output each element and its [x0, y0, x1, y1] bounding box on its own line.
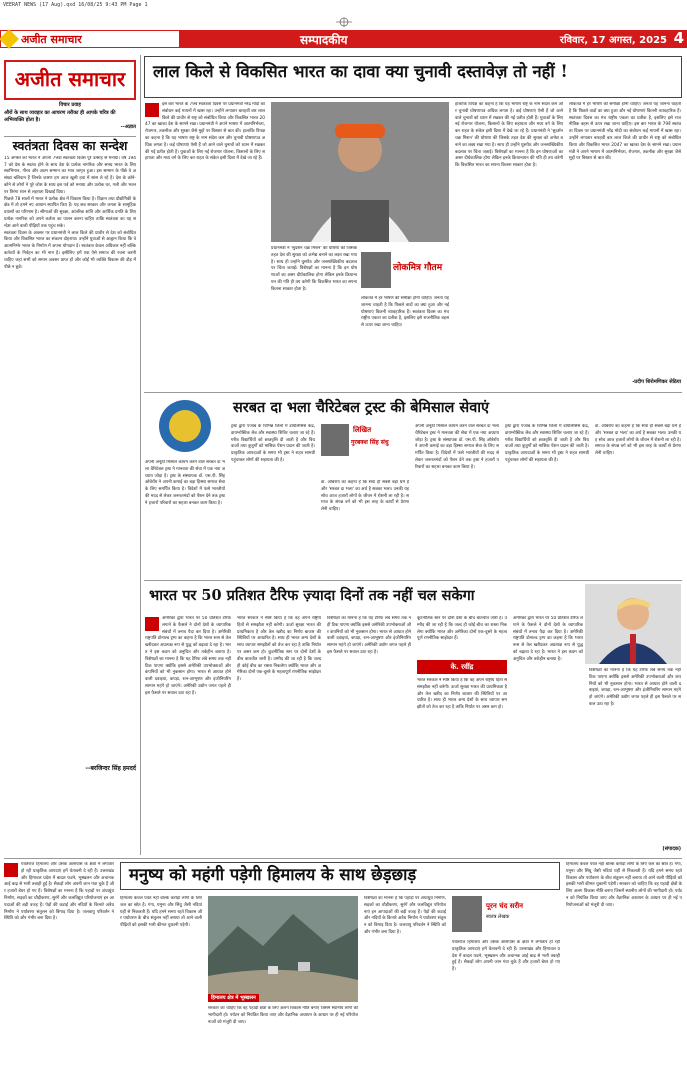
- registration-marks-graphic: [0, 17, 687, 27]
- top-story-byline: -प्रदीप शिरोमणिकर सेठिया: [632, 379, 681, 385]
- bottom-story-col-5: [452, 940, 560, 1078]
- himalaya-photo: [208, 896, 358, 1002]
- top-story-paragraph: इस बार भारत के 79वें स्वतंत्रता दिवस पर प्रधानमंत्री नरेंद्र मोदी का संबोधन कई मायनों में खास रहा। उन्होंने लगातार बारहवीं बार लाल किले की प्राचीर से राष्ट्र को संबोधित किया और विकसित भारत 2047 का खाका देश के सामने रखा। प्रधानमंत्री ने अपने भाषण में आत्मनिर्भरता, रोजगार, तकनीक और सुरक्षा जैसे मुद्दों पर विस्तार से बात की।: [569, 122, 681, 162]
- masthead-quote: औरों के साथ व्यवहार का आचरण तरीका ही आपके चरित्र की अभिव्यक्ति होता है।: [4, 110, 116, 123]
- top-story-col-4: [455, 102, 563, 388]
- left-article-paragraph: पिछले 78 सालों में भारत ने प्रत्येक क्षेत्र में विकास किया है। विज्ञान तथा प्रौद्योगिकी के क्षेत्र में तो हमने नए आयाम स्थापित किए हैं। यह सब सरकार और जनता के सामूहिक प्रयासों का परिणाम है। सीमाओं की सुरक्षा, आंतरिक शांति और आर्थिक प्रगति के लिए प्रत्येक नागरिक को अपने कर्तव्य का पालन करना चाहिए ताकि स्वतंत्रता का यह सन्देश आने वाली पीढ़ियों तक पहुंच सके।: [4, 196, 136, 229]
- top-story-col-2: [271, 246, 357, 388]
- middle-story-paragraph: अपनी अनूठी मिसाल कायम करने वाले सरबत दा भला चैरिटेबल ट्रस्ट ने मानवता की सेवा में एक नया अध्याय जोड़ा है। ट्रस्ट के संस्थापक डॉ. एस.पी. सिंह ओबेरॉय ने अपनी कमाई का बड़ा हिस्सा समाज सेवा के लिए समर्पित किया है। विदेशों में फंसे भारतीयों की मदद से लेकर जरूरतमंदों को पेंशन देने तक ट्रस्ट ने हजारों परिवारों का सहारा बनकर काम किया है।: [145, 460, 225, 506]
- middle-story-paragraph: ट्रस्ट द्वारा पंजाब के विभिन्न जिलों में डायलिसिस केंद्र, डायग्नोस्टिक लैब और स्वास्थ्य शिविर चलाए जा रहे हैं। गरीब विद्यार्थियों को छात्रवृत्ति दी जाती है और विधवाओं तथा बुजुर्गों को मासिक पेंशन प्रदान की जाती है। प्राकृतिक आपदाओं के समय भी ट्रस्ट ने राहत सामग्री पहुंचाकर लोगों की सहायता की है।: [231, 424, 315, 463]
- divider: [144, 580, 682, 581]
- tariff-story-col-4b: [417, 678, 507, 854]
- middle-story: [145, 396, 681, 576]
- dropcap-icon: [4, 863, 18, 877]
- middle-story-paragraph: ट्रस्ट द्वारा पंजाब के विभिन्न जिलों में डायलिसिस केंद्र, डायग्नोस्टिक लैब और स्वास्थ्य शिविर चलाए जा रहे हैं। गरीब विद्यार्थियों को छात्रवृत्ति दी जाती है और विधवाओं तथा बुजुर्गों को मासिक पेंशन प्रदान की जाती है। प्राकृतिक आपदाओं के समय भी ट्रस्ट ने राहत सामग्री पहुंचाकर लोगों की सहायता की है।: [505, 424, 589, 463]
- trump-photo: [585, 584, 681, 664]
- tariff-story: [145, 584, 681, 854]
- bottom-story-col-2: [120, 896, 202, 1078]
- tariff-story-col-4a: [417, 616, 507, 656]
- bottom-story-paragraph: सरकार को चाहिए कि वह पहाड़ी क्षेत्रों के लिए अलग विकास नीति बनाए जिसमें स्थानीय लोगों की भागीदारी हो। पर्यटन को नियंत्रित किया जाए और वैज्ञानिक अध्ययन के आधार पर ही नई परियोजनाओं को मंजूरी दी जाए।: [566, 882, 682, 908]
- middle-story-author-label: गुरबक्श सिंह संधु: [351, 439, 389, 446]
- left-article: [4, 139, 136, 772]
- trust-logo-graphic: [145, 396, 225, 456]
- top-story-headline: लाल किले से विकसित भारत का दावा क्या चुनावी दस्तावेज़ तो नहीं !: [153, 62, 568, 81]
- bottom-story: [4, 862, 682, 1078]
- page-header: [0, 30, 687, 48]
- tariff-story-col-6: [589, 668, 681, 844]
- middle-story-col-4: [415, 424, 499, 576]
- tariff-story-paragraph: कूटनीतिक स्तर पर दोनों देशों के बीच बातचीत जारी है। उम्मीद की जा रही है कि जल्द ही कोई बीच का रास्ता निकलेगा क्योंकि भारत और अमेरिका दोनों एक-दूसरे के महत्वपूर्ण रणनीतिक साझेदार हैं।: [417, 616, 507, 642]
- middle-story-paragraph: डॉ. ओबेरॉय का कहना है कि सेवा ही सबसे बड़ा धर्म है और 'सरबत दा भला' का अर्थ है सबका भला। उनकी यह सोच आज हजारों लोगों के जीवन में रोशनी ला रही है। समाज के संपन्न वर्ग को भी इस तरह के कार्यों से प्रेरणा लेनी चाहिए।: [321, 480, 409, 513]
- tariff-story-photo-caption: (संपादक): [662, 846, 681, 852]
- middle-story-paragraph: डॉ. ओबेरॉय का कहना है कि सेवा ही सबसे बड़ा धर्म है और 'सरबत दा भला' का अर्थ है सबका भला। उनकी यह सोच आज हजारों लोगों के जीवन में रोशनी ला रही है। समाज के संपन्न वर्ग को भी इस तरह के कार्यों से प्रेरणा लेनी चाहिए।: [595, 424, 681, 457]
- middle-story-tag: लिखित: [353, 426, 372, 434]
- left-article-headline: स्वतंत्रता दिवस का सन्देश: [12, 138, 128, 153]
- middle-story-headline: सरबत दा भला चैरिटेबल ट्रस्ट की बेमिसाल सेवाएं: [233, 399, 490, 416]
- top-story: [145, 102, 681, 388]
- registration-marks: [0, 12, 687, 22]
- tariff-story-paragraph: भारत सरकार ने स्पष्ट किया है कि वह अपने राष्ट्रीय हितों से समझौता नहीं करेगी। ऊर्जा सुरक्षा भारत की प्राथमिकता है और तेल खरीद का निर्णय बाजार की स्थितियों पर आधारित है। साथ ही भारत अन्य देशों के साथ व्यापार समझौतों को तेज कर रहा है ताकि निर्यात पर असर कम हो।: [237, 616, 321, 655]
- middle-story-col-3: [321, 480, 409, 576]
- author-photo: [452, 896, 482, 932]
- himalaya-photo-graphic: [208, 896, 358, 1002]
- masthead-quote-author: --अज्ञात: [120, 124, 136, 130]
- top-story-col-3: [361, 296, 449, 388]
- tariff-story-paragraph: कूटनीतिक स्तर पर दोनों देशों के बीच बातचीत जारी है। उम्मीद की जा रही है कि जल्द ही कोई बीच का रास्ता निकलेगा क्योंकि भारत और अमेरिका दोनों एक-दूसरे के महत्वपूर्ण रणनीतिक साझेदार हैं।: [237, 649, 321, 683]
- top-story-headline-box: [144, 56, 682, 98]
- bottom-story-col-4: [364, 896, 446, 1078]
- left-article-paragraph: स्वतंत्रता दिवस के अवसर पर प्रधानमंत्री ने लाल किले की प्राचीर से देश को संबोधित किया और विकसित भारत का संकल्प दोहराया। उन्होंने युवाओं से आह्वान किया कि वे आत्मनिर्भर भारत के निर्माण में अपना योगदान दें। स्वतंत्रता केवल अधिकार नहीं बल्कि कर्तव्यों के निर्वहन का भी नाम है। इसीलिए हमें एक ऐसे समाज की रचना करनी चाहिए जहां सभी को समान अवसर प्राप्त हों और कोई भी व्यक्ति विकास की दौड़ में पीछे न छूटे।: [4, 230, 136, 270]
- trust-logo: [145, 396, 225, 456]
- bottom-story-headline-box: [120, 862, 560, 890]
- masthead-label: विचार प्रवाह: [59, 102, 81, 108]
- modi-speech-photo: [271, 102, 449, 242]
- tariff-story-paragraph: भारत सरकार ने स्पष्ट किया है कि वह अपने राष्ट्रीय हितों से समझौता नहीं करेगी। ऊर्जा सुरक्षा भारत की प्राथमिकता है और तेल खरीद का निर्णय बाजार की स्थितियों पर आधारित है। साथ ही भारत अन्य देशों के साथ व्यापार समझौतों को तेज कर रहा है ताकि निर्यात पर असर कम हो।: [417, 678, 507, 711]
- author-photo: [361, 252, 391, 288]
- divider: [144, 392, 682, 393]
- left-article-body: [4, 156, 136, 764]
- tariff-story-paragraph: विशेषज्ञों का मानना है कि यह टैरिफ लंबे समय तक नहीं टिक पाएगा क्योंकि इससे अमेरिकी उपभोक्ताओं और कंपनियों को भी नुकसान होगा। भारत से आयात होने वाली दवाइयां, कपड़ा, रत्न-आभूषण और इंजीनियरिंग सामान महंगे हो जाएंगे। अमेरिकी उद्योग जगत पहले ही इस फैसले पर सवाल उठा रहा है।: [327, 616, 411, 655]
- author-photo: [321, 424, 349, 456]
- bottom-story-headline: मनुष्य को महंगी पड़ेगी हिमालय के साथ छेड़छाड़: [129, 865, 417, 884]
- top-story-author-box: [361, 252, 449, 292]
- bottom-story-author-box: [452, 896, 560, 936]
- bottom-story-author-label: पूरन चंद सरीन: [486, 902, 524, 910]
- bottom-story-paragraph: विशेषज्ञों का मानना है कि पहाड़ों पर अंधाधुंध निर्माण, सड़कों का चौड़ीकरण, सुरंगें और जलविद्युत परियोजनाएं इन आपदाओं की बड़ी वजह हैं। पेड़ों की कटाई और नदियों के किनारे अवैध निर्माण ने पर्यावरण संतुलन को बिगाड़ दिया है। जलवायु परिवर्तन ने स्थिति को और गंभीर बना दिया है।: [4, 889, 114, 922]
- top-story-col-5: [569, 102, 681, 378]
- masthead-quote-box: [4, 102, 136, 130]
- print-line: VEERAT NEWS (17 Aug).qxd 16/08/25 9:43 PM Page 1: [3, 2, 148, 8]
- top-story-paragraph: प्रधानमंत्री ने 'सुदर्शन चक्र मिशन' की घोषणा की जिसके तहत देश की सुरक्षा को अभेद्य बनाने का लक्ष्य रखा गया है। साथ ही उन्होंने घुसपैठ और जनसांख्यिकीय बदलाव पर चिंता जताई। विशेषज्ञों का मानना है कि इन घोषणाओं का असर दीर्घकालिक होगा लेकिन इनके क्रियान्वयन की गति ही तय करेगी कि विकसित भारत का सपना कितना साकार होता है।: [455, 129, 563, 169]
- dropcap-icon: [145, 617, 159, 631]
- bottom-story-paragraph: हिमालय केवल पर्वत नहीं बल्कि करोड़ों लोगों के लिए जल का स्रोत है। गंगा, यमुना और सिंधु जैसी नदियां यहीं से निकलती हैं। यदि हमने समय रहते विकास और पर्यावरण के बीच संतुलन नहीं बनाया तो आने वाली पीढ़ियों को इसकी भारी कीमत चुकानी पड़ेगी।: [120, 896, 202, 929]
- middle-story-author-box: [321, 424, 409, 476]
- top-story-paragraph: प्रधानमंत्री ने 'सुदर्शन चक्र मिशन' की घोषणा की जिसके तहत देश की सुरक्षा को अभेद्य बनाने का लक्ष्य रखा गया है। साथ ही उन्होंने घुसपैठ और जनसांख्यिकीय बदलाव पर चिंता जताई। विशेषज्ञों का मानना है कि इन घोषणाओं का असर दीर्घकालिक होगा लेकिन इनके क्रियान्वयन की गति ही तय करेगी कि विकसित भारत का सपना कितना साकार होता है।: [271, 246, 357, 292]
- tariff-story-headline: भारत पर 50 प्रतिशत टैरिफ ज़्यादा दिनों तक नहीं चल सकेगा: [149, 587, 475, 604]
- tariff-story-author-label: के. रवींद्र: [450, 663, 474, 671]
- bottom-story-paragraph: पर्वतराज हिमालय और उसके आसपास के क्षेत्रों में लगातार हो रही प्राकृतिक आपदाएं हमें चेतावनी दे रही हैं। उत्तराखंड और हिमाचल प्रदेश में बादल फटने, भूस्खलन और अचानक आई बाढ़ से भारी तबाही हुई है। सैकड़ों लोग अपनी जान गंवा चुके हैं और हजारों बेघर हो गए हैं।: [452, 940, 560, 973]
- middle-story-col-1: [145, 460, 225, 576]
- bottom-story-paragraph: विशेषज्ञों का मानना है कि पहाड़ों पर अंधाधुंध निर्माण, सड़कों का चौड़ीकरण, सुरंगें और जलविद्युत परियोजनाएं इन आपदाओं की बड़ी वजह हैं। पेड़ों की कटाई और नदियों के किनारे अवैध निर्माण ने पर्यावरण संतुलन को बिगाड़ दिया है। जलवायु परिवर्तन ने स्थिति को और गंभीर बना दिया है।: [364, 896, 446, 935]
- divider: [4, 136, 136, 137]
- left-article-paragraph: 15 अगस्त को भारत ने अपना 79वां स्वतंत्रता दिवस पूरे उत्साह से मनाया। वर्ष 1947 को देश के स्वतंत्र होने के साथ देश के प्रत्येक नागरिक और समग्र भारत के लिए स्वाभिमान, गौरव और आत्म सम्मान का भाव जागृत हुआ। इस सम्मान के पीछे वे असंख्य बलिदान हैं जिनके कारण हम आज खुली हवा में सांस ले रहे हैं। देश के कोने-कोने से लोगों ने पूरे जोश के साथ इस पर्व को मनाया और प्रत्येक घर, गली और भवन पर तिरंगा शान से लहराता दिखाई दिया।: [4, 155, 136, 195]
- header-section-title: सम्पादकीय: [300, 33, 348, 47]
- tariff-story-col-1: [145, 616, 231, 854]
- tariff-author-banner: [417, 660, 507, 674]
- top-story-paragraph: लोकतंत्र में हर भाषण की समीक्षा होनी चाहिए। जनता यह जानना चाहती है कि पिछले वादों का क्या हुआ और नई घोषणाएं कितनी व्यावहारिक हैं। स्वतंत्रता दिवस का मंच राष्ट्रीय एकता का प्रतीक है, इसलिए इसे राजनीतिक बहस से ऊपर रखा जाना चाहिए।: [361, 296, 449, 329]
- tariff-story-col-2: [237, 616, 321, 854]
- dropcap-icon: [145, 103, 159, 117]
- bottom-story-paragraph: सरकार को चाहिए कि वह पहाड़ी क्षेत्रों के लिए अलग विकास नीति बनाए जिसमें स्थानीय लोगों की भागीदारी हो। पर्यटन को नियंत्रित किया जाए और वैज्ञानिक अध्ययन के आधार पर ही नई परियोजनाओं को मंजूरी दी जाए।: [208, 1006, 358, 1025]
- header-date: रविवार, 17 अगस्त, 2025: [559, 35, 667, 46]
- bottom-story-paragraph: पर्वतराज हिमालय और उसके आसपास के क्षेत्रों में लगातार हो रही प्राकृतिक आपदाएं हमें चेतावनी दे रही हैं। उत्तराखंड और हिमाचल प्रदेश में बादल फटने, भूस्खलन और अचानक आई बाढ़ से भारी तबाही हुई है। सैकड़ों लोग अपनी जान गंवा चुके हैं और हजारों बेघर हो गए हैं।: [4, 862, 114, 895]
- top-story-paragraph: हालांकि विपक्ष का कहना है कि यह भाषण राष्ट्र के नाम संदेश कम और चुनावी घोषणापत्र अधिक लगता है। कई घोषणाएं ऐसी हैं जो आने वाले चुनावों को ध्यान में रखकर की गई प्रतीत होती हैं। युवाओं के लिए नई रोजगार योजना, किसानों के लिए सहायता और मध्य वर्ग के लिए कर राहत के संकेत इसी दिशा में देखे जा रहे हैं।: [455, 102, 563, 135]
- middle-story-col-2: [231, 424, 315, 576]
- bottom-story-author-note: स्वतंत्र लेखक: [486, 914, 510, 920]
- column-divider: [140, 55, 141, 855]
- middle-story-col-6: [595, 424, 681, 576]
- bottom-story-photo-caption: हिमालय क्षेत्र में भूस्खलन: [208, 994, 259, 1002]
- middle-story-paragraph: अपनी अनूठी मिसाल कायम करने वाले सरबत दा भला चैरिटेबल ट्रस्ट ने मानवता की सेवा में एक नया अध्याय जोड़ा है। ट्रस्ट के संस्थापक डॉ. एस.पी. सिंह ओबेरॉय ने अपनी कमाई का बड़ा हिस्सा समाज सेवा के लिए समर्पित किया है। विदेशों में फंसे भारतीयों की मदद से लेकर जरूरतमंदों को पेंशन देने तक ट्रस्ट ने हजारों परिवारों का सहारा बनकर काम किया है।: [415, 424, 499, 470]
- tariff-story-paragraph: विशेषज्ञों का मानना है कि यह टैरिफ लंबे समय तक नहीं टिक पाएगा क्योंकि इससे अमेरिकी उपभोक्ताओं और कंपनियों को भी नुकसान होगा। भारत से आयात होने वाली दवाइयां, कपड़ा, रत्न-आभूषण और इंजीनियरिंग सामान महंगे हो जाएंगे। अमेरिकी उद्योग जगत पहले ही इस फैसले पर सवाल उठा रहा है।: [145, 656, 231, 696]
- tariff-story-paragraph: विशेषज्ञों का मानना है कि यह टैरिफ लंबे समय तक नहीं टिक पाएगा क्योंकि इससे अमेरिकी उपभोक्ताओं और कंपनियों को भी नुकसान होगा। भारत से आयात होने वाली दवाइयां, कपड़ा, रत्न-आभूषण और इंजीनियरिंग सामान महंगे हो जाएंगे। अमेरिकी उद्योग जगत पहले ही इस फैसले पर सवाल उठा रहा है।: [589, 668, 681, 707]
- top-story-author-label: लोकमित्र गौतम: [393, 263, 443, 273]
- tariff-story-col-3: [327, 616, 411, 854]
- header-page-number: 4: [673, 29, 684, 47]
- tariff-story-col-5: [513, 616, 583, 854]
- bottom-story-col-1: [4, 862, 114, 1078]
- bottom-story-col-6: [566, 862, 682, 1078]
- masthead-title: अजीत समाचार: [4, 60, 136, 100]
- divider: [4, 858, 682, 859]
- top-story-paragraph: इस बार भारत के 79वें स्वतंत्रता दिवस पर प्रधानमंत्री नरेंद्र मोदी का संबोधन कई मायनों में खास रहा। उन्होंने लगातार बारहवीं बार लाल किले की प्राचीर से राष्ट्र को संबोधित किया और विकसित भारत 2047 का खाका देश के सामने रखा। प्रधानमंत्री ने अपने भाषण में आत्मनिर्भरता, रोजगार, तकनीक और सुरक्षा जैसे मुद्दों पर विस्तार से बात की।: [145, 102, 265, 135]
- left-article-byline: --बरजिन्दर सिंह हमदर्द: [85, 764, 136, 772]
- bottom-story-paragraph: हिमालय केवल पर्वत नहीं बल्कि करोड़ों लोगों के लिए जल का स्रोत है। गंगा, यमुना और सिंधु जैसी नदियां यहीं से निकलती हैं। यदि हमने समय रहते विकास और पर्यावरण के बीच संतुलन नहीं बनाया तो आने वाली पीढ़ियों को इसकी भारी कीमत चुकानी पड़ेगी।: [566, 862, 682, 888]
- middle-story-col-5: [505, 424, 589, 576]
- tariff-story-paragraph: अमेरिका द्वारा भारत पर 50 प्रतिशत टैरिफ लगाने के फैसले ने दोनों देशों के व्यापारिक संबंधों में तनाव पैदा कर दिया है। अमेरिकी राष्ट्रपति डोनाल्ड ट्रम्प का कहना है कि भारत रूस से तेल खरीदकर अप्रत्यक्ष रूप से युद्ध को बढ़ावा दे रहा है। भारत ने इस कदम को अनुचित और तर्कहीन बताया है।: [513, 616, 583, 662]
- bottom-story-col-3: [208, 1006, 358, 1078]
- top-story-col-1: [145, 102, 265, 388]
- top-story-paragraph: हालांकि विपक्ष का कहना है कि यह भाषण राष्ट्र के नाम संदेश कम और चुनावी घोषणापत्र अधिक लगता है। कई घोषणाएं ऐसी हैं जो आने वाले चुनावों को ध्यान में रखकर की गई प्रतीत होती हैं। युवाओं के लिए नई रोजगार योजना, किसानों के लिए सहायता और मध्य वर्ग के लिए कर राहत के संकेत इसी दिशा में देखे जा रहे हैं।: [145, 129, 265, 162]
- tariff-story-paragraph: अमेरिका द्वारा भारत पर 50 प्रतिशत टैरिफ लगाने के फैसले ने दोनों देशों के व्यापारिक संबंधों में तनाव पैदा कर दिया है। अमेरिकी राष्ट्रपति डोनाल्ड ट्रम्प का कहना है कि भारत रूस से तेल खरीदकर अप्रत्यक्ष रूप से युद्ध को बढ़ावा दे रहा है। भारत ने इस कदम को अनुचित और तर्कहीन बताया है।: [145, 616, 231, 655]
- top-story-paragraph: लोकतंत्र में हर भाषण की समीक्षा होनी चाहिए। जनता यह जानना चाहती है कि पिछले वादों का क्या हुआ और नई घोषणाएं कितनी व्यावहारिक हैं। स्वतंत्रता दिवस का मंच राष्ट्रीय एकता का प्रतीक है, इसलिए इसे राजनीतिक बहस से ऊपर रखा जाना चाहिए।: [569, 102, 681, 128]
- header-left-title: अजीत समाचार: [0, 30, 180, 48]
- modi-speech-photo-graphic: [271, 102, 449, 242]
- trump-photo-graphic: [585, 584, 681, 664]
